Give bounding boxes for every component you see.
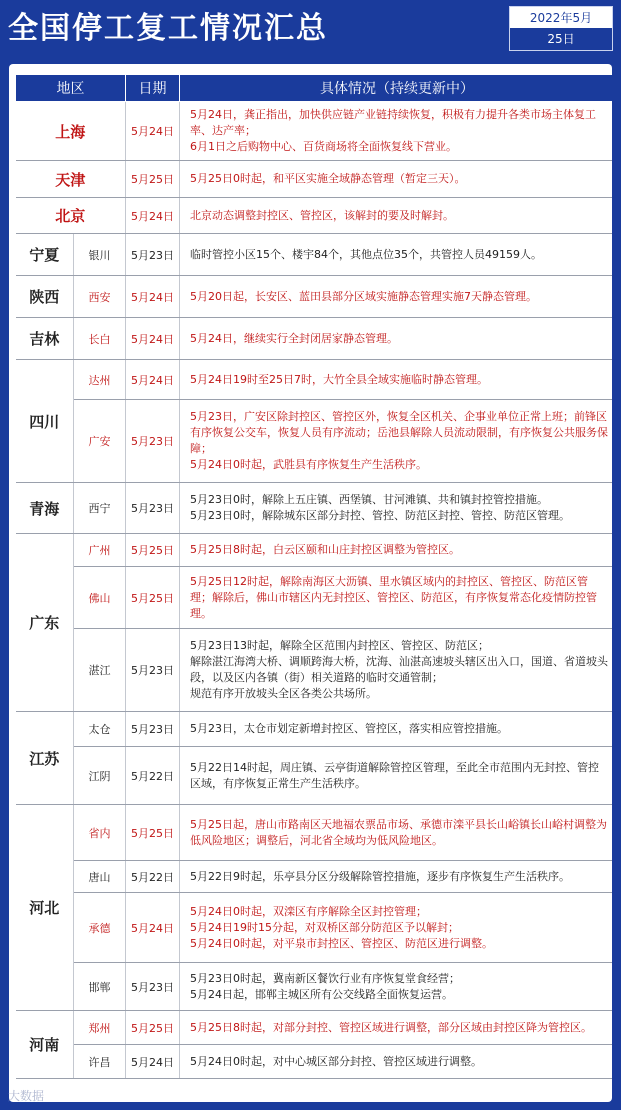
date-year-month: 2022年5月 [510,7,612,29]
detail-cell: 5月25日12时起，解除南海区大沥镇、里水镇区域内的封控区、管控区、防范区管理；解除后，佛山市辖区内无封控区、管控区、防范区，有序恢复常态化疫情防控管理。 [180,567,613,629]
city-cell: 湛江 [74,629,126,712]
date-cell: 5月25日 [126,805,180,861]
date-cell: 5月23日 [126,483,180,534]
detail-cell: 5月24日0时起，双滦区有序解除全区封控管理； 5月24日19时15分起，对双桥区部分防范区予以解封； 5月24日0时起，对平泉市封控区、管控区、防范区进行调整。 [180,893,613,963]
city-cell: 郑州 [74,1011,126,1045]
city-cell: 广安 [74,400,126,483]
detail-cell: 5月24日，龚正指出，加快供应链产业链持续恢复，积极有力提升各类市场主体复工率、达产率； 6月1日之后购物中心、百货商场将全面恢复线下营业。 [180,102,613,161]
date-cell: 5月24日 [126,102,180,161]
detail-cell: 5月25日8时起，对部分封控、管控区域进行调整，部分区域由封控区降为管控区。 [180,1011,613,1045]
table-row [16,712,613,747]
table-row [16,963,613,1011]
detail-cell: 5月23日，广安区除封控区、管控区外，恢复全区机关、企事业单位正常上班；前锋区有序恢复公交车，恢复人员有序流动；岳池县解除人员流动限制，有序恢复公共服务保障； 5月24日0时起，武胜县有序恢复生产生活秩序。 [180,400,613,483]
date-badge [509,6,613,51]
detail-cell: 临时管控小区15个、楼宇84个，其他点位35个，共管控人员49159人。 [180,234,613,276]
region-cell: 北京 [16,198,126,234]
city-cell: 西宁 [74,483,126,534]
header-date: 日期 [126,75,180,102]
city-cell: 唐山 [74,861,126,893]
table-row [16,1011,613,1045]
region-cell: 青海 [16,483,74,534]
table-row [16,861,613,893]
table-row [16,276,613,318]
detail-cell: 5月22日14时起，周庄镇、云亭街道解除管控区管理，至此全市范围内无封控、管控区域，有序恢复正常生产生活秩序。 [180,747,613,805]
table-row [16,360,613,400]
region-cell: 广东 [16,534,74,712]
date-cell: 5月22日 [126,861,180,893]
table-row [16,534,613,567]
city-cell: 广州 [74,534,126,567]
city-cell: 佛山 [74,567,126,629]
table-row [16,805,613,861]
city-cell: 承德 [74,893,126,963]
table-row [16,629,613,712]
city-cell: 长白 [74,318,126,360]
detail-cell: 5月25日8时起，白云区颐和山庄封控区调整为管控区。 [180,534,613,567]
date-cell: 5月23日 [126,712,180,747]
date-cell: 5月24日 [126,893,180,963]
date-cell: 5月22日 [126,747,180,805]
region-cell: 四川 [16,360,74,483]
table-row [16,198,613,234]
city-cell: 江阴 [74,747,126,805]
content-panel [9,64,612,1102]
table-row [16,483,613,534]
region-cell: 上海 [16,102,126,161]
date-cell: 5月24日 [126,360,180,400]
detail-cell: 5月23日0时，解除上五庄镇、西堡镇、甘河滩镇、共和镇封控管控措施。 5月23日0时，解除城东区部分封控、管控、防范区封控、管控、防范区管理。 [180,483,613,534]
city-cell: 银川 [74,234,126,276]
detail-cell: 5月23日0时起，冀南新区餐饮行业有序恢复堂食经营； 5月24日起，邯郸主城区所有公交线路全面恢复运营。 [180,963,613,1011]
detail-cell: 5月24日19时至25日7时，大竹全县全域实施临时静态管理。 [180,360,613,400]
date-cell: 5月23日 [126,629,180,712]
date-cell: 5月25日 [126,567,180,629]
city-cell: 许昌 [74,1045,126,1079]
header-detail: 具体情况（持续更新中） [180,75,613,102]
detail-cell: 5月23日，太仓市划定新增封控区、管控区，落实相应管控措施。 [180,712,613,747]
detail-cell: 北京动态调整封控区、管控区，该解封的要及时解封。 [180,198,613,234]
region-cell: 陕西 [16,276,74,318]
header [0,0,621,58]
city-cell: 达州 [74,360,126,400]
table-row [16,400,613,483]
city-cell: 省内 [74,805,126,861]
date-cell: 5月23日 [126,234,180,276]
date-cell: 5月25日 [126,534,180,567]
date-cell: 5月23日 [126,400,180,483]
detail-cell: 5月25日0时起，和平区实施全域静态管理（暂定三天）。 [180,161,613,198]
table-header-row [16,75,613,102]
detail-cell: 5月22日9时起，乐亭县分区分级解除管控措施，逐步有序恢复生产生活秩序。 [180,861,613,893]
date-cell: 5月25日 [126,161,180,198]
date-cell: 5月24日 [126,1045,180,1079]
city-cell: 西安 [74,276,126,318]
status-table [15,74,612,1079]
detail-cell: 5月25日起，唐山市路南区天地福农票品市场、承德市滦平县长山峪镇长山峪村调整为低风险地区；调整后，河北省全域均为低风险地区。 [180,805,613,861]
table-row [16,893,613,963]
date-cell: 5月23日 [126,963,180,1011]
table-row [16,102,613,161]
table-row [16,318,613,360]
date-cell: 5月25日 [126,1011,180,1045]
region-cell: 天津 [16,161,126,198]
date-cell: 5月24日 [126,198,180,234]
header-region: 地区 [16,75,126,102]
table-row [16,747,613,805]
table-row [16,234,613,276]
region-cell: 江苏 [16,712,74,805]
date-cell: 5月24日 [126,318,180,360]
detail-cell: 5月23日13时起，解除全区范围内封控区、管控区、防范区； 解除湛江海湾大桥、调顺跨海大桥，沈海、汕湛高速坡头辖区出入口，国道、省道坡头段，以及区内各镇（街）相关道路的临时交通管制； 规范有序开放坡头全区各类公共场所。 [180,629,613,712]
page-title: 全国停工复工情况汇总 [8,11,328,46]
detail-cell: 5月24日，继续实行全封闭居家静态管理。 [180,318,613,360]
table-row [16,1045,613,1079]
region-cell: 河北 [16,805,74,1011]
city-cell: 太仓 [74,712,126,747]
date-cell: 5月24日 [126,276,180,318]
date-day: 25日 [510,29,612,50]
watermark: 大数据 [8,1089,45,1103]
city-cell: 邯郸 [74,963,126,1011]
table-row [16,567,613,629]
table-row [16,161,613,198]
detail-cell: 5月20日起，长安区、蓝田县部分区域实施静态管理实施7天静态管理。 [180,276,613,318]
region-cell: 宁夏 [16,234,74,276]
region-cell: 河南 [16,1011,74,1079]
detail-cell: 5月24日0时起，对中心城区部分封控、管控区域进行调整。 [180,1045,613,1079]
region-cell: 吉林 [16,318,74,360]
